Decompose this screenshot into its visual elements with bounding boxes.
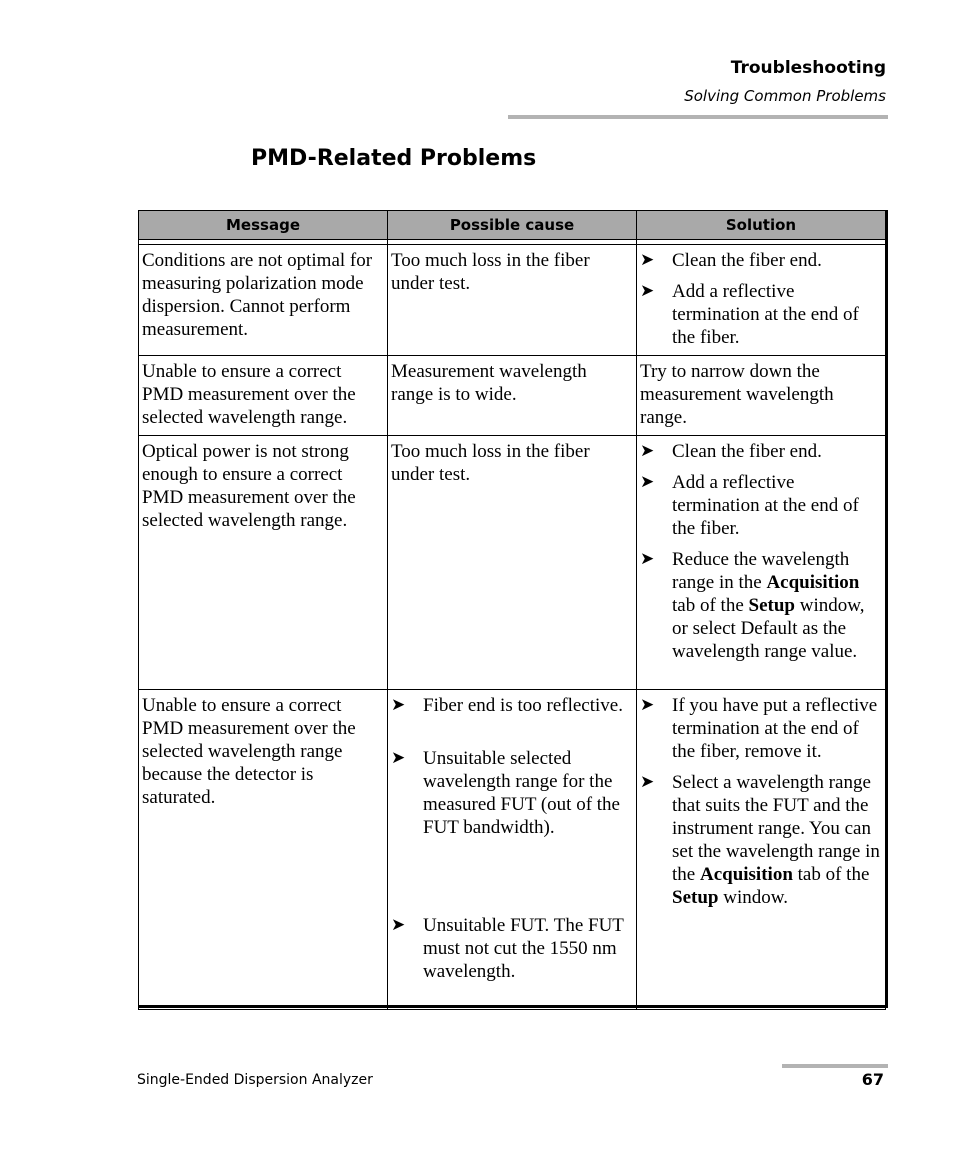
table-row: [139, 436, 886, 690]
solution-text-part: Reduce the wavelength range in the: [672, 549, 850, 593]
footer-divider: [782, 1064, 888, 1068]
arrowhead-bullet-icon: ➤: [391, 695, 406, 715]
list-item: [640, 694, 882, 763]
solution-text-part: tab of the: [672, 595, 749, 616]
table-row: [139, 356, 886, 436]
solution-text: Add a reflective termination at the end of the fiber.: [672, 281, 859, 348]
cause-cell: Measurement wavelength range is to wide.: [388, 356, 637, 436]
solution-text: Add a reflective termination at the end of the fiber.: [672, 472, 859, 539]
solution-text: Clean the fiber end.: [672, 250, 822, 271]
arrowhead-bullet-icon: ➤: [640, 281, 655, 301]
acquisition-tab-ref: Acquisition: [699, 864, 793, 885]
list-item: [391, 914, 633, 983]
troubleshooting-table: [138, 210, 886, 1010]
solution-text-part: tab of the: [792, 864, 870, 885]
list-item: [640, 280, 882, 349]
list-item: [640, 471, 882, 540]
column-header-message: Message: [139, 211, 388, 240]
arrowhead-bullet-icon: ➤: [640, 441, 655, 461]
message-cell: Unable to ensure a correct PMD measurement over the selected wavelength range.: [139, 356, 388, 436]
cause-cell: Too much loss in the fiber under test.: [388, 436, 637, 690]
cause-text: Unsuitable FUT. The FUT must not cut the 1550 nm wavelength.: [423, 915, 624, 982]
footer-product-name: Single-Ended Dispersion Analyzer: [137, 1072, 373, 1088]
header-chapter: Troubleshooting: [730, 58, 886, 78]
troubleshooting-table-frame: [138, 210, 888, 1008]
list-item: [640, 440, 882, 463]
header-divider: [508, 115, 888, 119]
solution-text: [672, 548, 882, 663]
solution-cell: [637, 690, 886, 1010]
list-item: [640, 771, 882, 909]
table-row: [139, 690, 886, 1010]
solution-text-part: window.: [718, 887, 788, 908]
column-header-cause: Possible cause: [388, 211, 637, 240]
header-section: Solving Common Problems: [684, 87, 886, 105]
solution-cell: [637, 245, 886, 356]
cause-text: Unsuitable selected wavelength range for the measured FUT (out of the FUT bandwidth).: [423, 748, 620, 838]
arrowhead-bullet-icon: ➤: [640, 772, 655, 792]
arrowhead-bullet-icon: ➤: [640, 549, 655, 569]
table-row: [139, 245, 886, 356]
cause-cell: [388, 690, 637, 1010]
solution-cell: Try to narrow down the measurement wavelength range.: [637, 356, 886, 436]
solution-text-part: window, or select Default as the wavelength range value.: [672, 595, 865, 662]
table-header-row: [139, 211, 886, 240]
cause-text: Fiber end is too reflective.: [423, 695, 623, 716]
message-cell: Unable to ensure a correct PMD measurement over the selected wavelength range because the detector is saturated.: [139, 690, 388, 1010]
arrowhead-bullet-icon: ➤: [640, 250, 655, 270]
setup-window-ref: Setup: [672, 887, 719, 908]
arrowhead-bullet-icon: ➤: [640, 695, 655, 715]
acquisition-tab-ref: Acquisition: [766, 572, 860, 593]
solution-text: [672, 771, 882, 909]
page-number: 67: [861, 1070, 884, 1089]
arrowhead-bullet-icon: ➤: [391, 915, 406, 935]
list-item: [640, 548, 882, 663]
solution-text-part: Select a wavelength range that suits the FUT and the instrument range. You can set the wavelength range in the: [672, 772, 880, 885]
list-item: [391, 747, 633, 839]
solution-text: Clean the fiber end.: [672, 441, 822, 462]
message-cell: Conditions are not optimal for measuring polarization mode dispersion. Cannot perform measurement.: [139, 245, 388, 356]
message-cell: Optical power is not strong enough to ensure a correct PMD measurement over the selected wavelength range.: [139, 436, 388, 690]
solution-cell: [637, 436, 886, 690]
list-item: [640, 249, 882, 272]
arrowhead-bullet-icon: ➤: [391, 748, 406, 768]
page-title: PMD-Related Problems: [251, 146, 537, 171]
cause-cell: Too much loss in the fiber under test.: [388, 245, 637, 356]
arrowhead-bullet-icon: ➤: [640, 472, 655, 492]
solution-text: If you have put a reflective termination at the end of the fiber, remove it.: [672, 695, 878, 762]
list-item: [391, 694, 633, 717]
setup-window-ref: Setup: [748, 595, 795, 616]
column-header-solution: Solution: [637, 211, 886, 240]
